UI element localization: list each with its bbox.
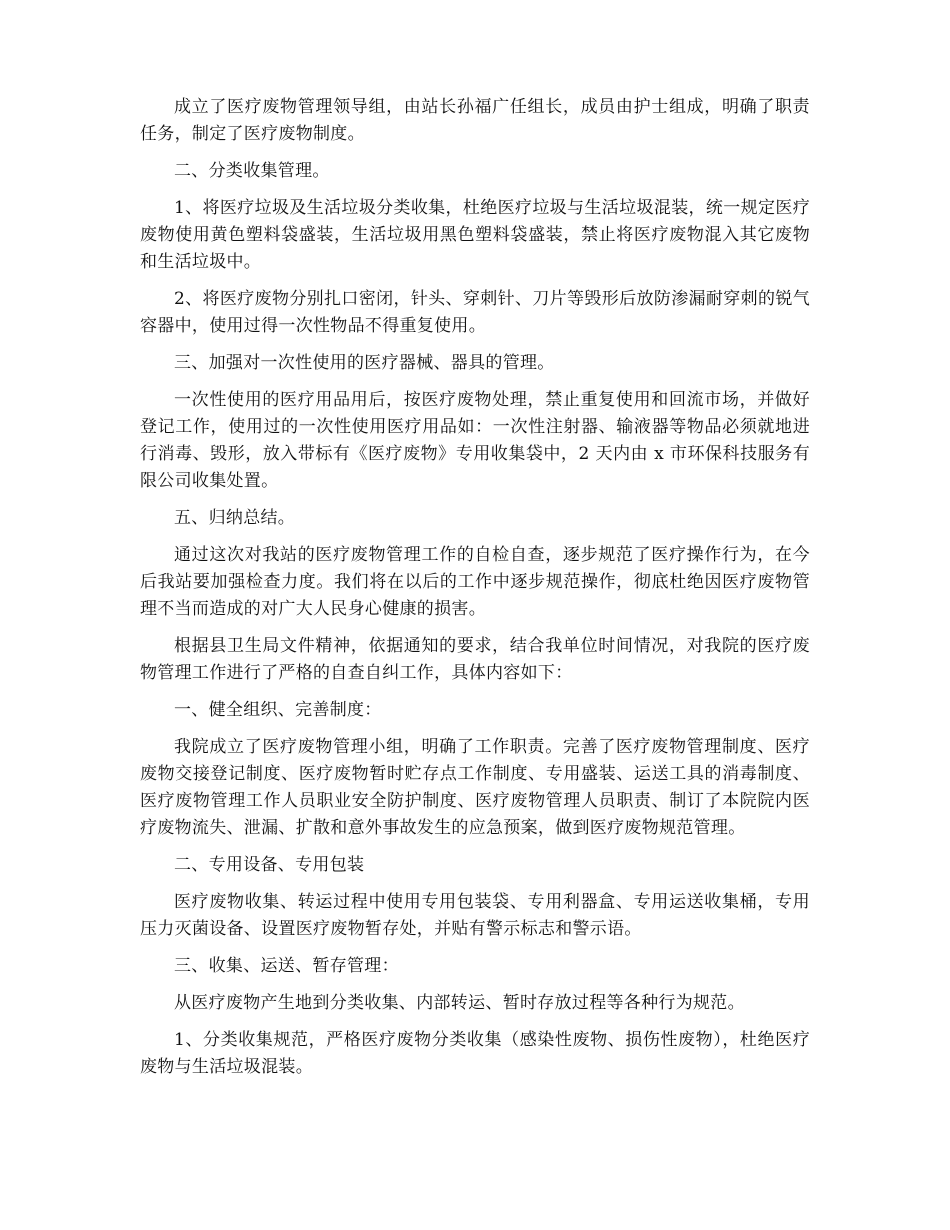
- section-heading: 三、收集、运送、暂存管理：: [174, 956, 399, 976]
- paragraph: 成立了医疗废物管理领导组，由站长孙福广任组长，成员由护士组成，明确了职责任务，制定了医疗废物制度。: [140, 97, 810, 144]
- paragraph: 2、将医疗废物分别扎口密闭，针头、穿刺针、刀片等毁形后放防渗漏耐穿刺的锐气容器中，使用过得一次性物品不得重复使用。: [140, 289, 810, 336]
- section-heading: 一、健全组织、完善制度：: [174, 700, 382, 720]
- paragraph: 我院成立了医疗废物管理小组，明确了工作职责。完善了医疗废物管理制度、医疗废物交接登记制度、医疗废物暂时贮存点工作制度、专用盛装、运送工具的消毒制度、医疗废物管理工作人员职业安全防护制度、医疗废物管理人员职责、制订了本院院内医疗废物流失、泄漏、扩散和意外事故发生的应急预案，做到医疗废物规范管理。: [140, 737, 810, 838]
- section-heading: 三、加强对一次性使用的医疗器械、器具的管理。: [174, 353, 555, 373]
- paragraph: 1、将医疗垃圾及生活垃圾分类收集，杜绝医疗垃圾与生活垃圾混装，统一规定医疗废物使用黄色塑料袋盛装，生活垃圾用黑色塑料袋盛装，禁止将医疗废物混入其它废物和生活垃圾中。: [140, 198, 810, 272]
- section-heading: 二、分类收集管理。: [174, 161, 330, 181]
- paragraph: 医疗废物收集、转运过程中使用专用包装袋、专用利器盒、专用运送收集桶，专用压力灭菌设备、设置医疗废物暂存处，并贴有警示标志和警示语。: [140, 892, 810, 939]
- paragraph: 1、分类收集规范，严格医疗废物分类收集（感染性废物、损伤性废物），杜绝医疗废物与生活垃圾混装。: [140, 1030, 810, 1077]
- section-heading: 五、归纳总结。: [174, 508, 296, 528]
- paragraph: 通过这次对我站的医疗废物管理工作的自检自查，逐步规范了医疗操作行为，在今后我站要加强检查力度。我们将在以后的工作中逐步规范操作，彻底杜绝因医疗废物管理不当而造成的对广大人民身心健康的损害。: [140, 545, 810, 619]
- paragraph: 根据县卫生局文件精神，依据通知的要求，结合我单位时间情况，对我院的医疗废物管理工作进行了严格的自查自纠工作，具体内容如下：: [140, 636, 810, 683]
- paragraph: 从医疗废物产生地到分类收集、内部转运、暂时存放过程等各种行为规范。: [174, 993, 745, 1013]
- document-body: [140, 94, 810, 1091]
- paragraph: 一次性使用的医疗用品用后，按医疗废物处理，禁止重复使用和回流市场，并做好登记工作，使用过的一次性使用医疗用品如：一次性注射器、输液器等物品必须就地进行消毒、毁形，放入带标有《医疗废物》专用收集袋中，2 天内由 x 市环保科技服务有限公司收集处置。: [140, 390, 810, 491]
- section-heading: 二、专用设备、专用包装: [174, 855, 365, 875]
